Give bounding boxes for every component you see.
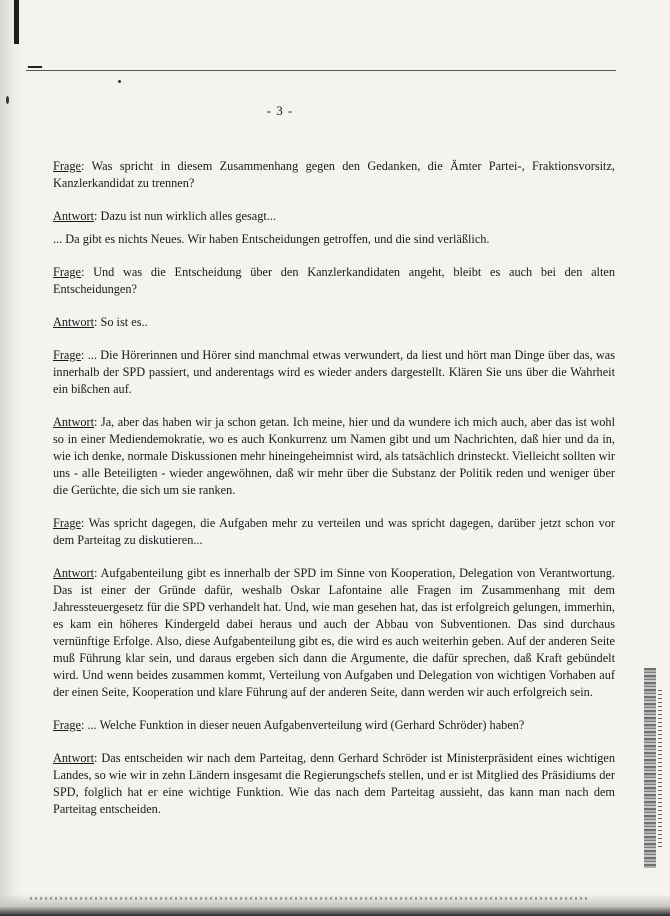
scan-left-edge — [0, 0, 22, 916]
answer-paragraph — [53, 208, 615, 225]
speaker-label: Antwort — [53, 209, 94, 223]
scan-speck — [118, 80, 121, 83]
header-tick-mark — [28, 66, 42, 68]
binder-mark — [14, 0, 19, 44]
paragraph-text: ... Da gibt es nichts Neues. Wir haben Entscheidungen getroffen, und die sind verläßlich. — [53, 232, 490, 246]
answer-paragraph — [53, 750, 615, 818]
paragraph-text: : ... Welche Funktion in dieser neuen Aufgabenverteilung wird (Gerhard Schröder) haben? — [81, 718, 525, 732]
speaker-label: Frage — [53, 159, 81, 173]
scan-speck — [6, 96, 9, 104]
paragraph-text: : Was spricht in diesem Zusammenhang gegen den Gedanken, die Ämter Partei-, Fraktionsvorsitz, Kanzlerkandidat zu trennen? — [53, 159, 615, 190]
question-paragraph — [53, 515, 615, 549]
answer-continuation — [53, 231, 615, 248]
paragraph-text: : Das entscheiden wir nach dem Parteitag, denn Gerhard Schröder ist Ministerpräsident eines wichtigen Landes, so wie wir in zehn Ländern insgesamt die Regierungschefs stellen, und er ist Mitglied des Präsidiums der SPD, folglich hat er eine wichtige Funktion. Wie das nach dem Parteitag aussieht, das kann man nach dem Parteitag entscheiden. — [53, 751, 615, 816]
question-paragraph — [53, 158, 615, 192]
question-paragraph — [53, 264, 615, 298]
scan-edge-noise — [644, 668, 656, 868]
header-rule — [26, 70, 616, 71]
paragraph-text: : Was spricht dagegen, die Aufgaben mehr zu verteilen und was spricht dagegen, darüber jetzt schon vor dem Parteitag zu diskutieren... — [53, 516, 615, 547]
paragraph-text: : Und was die Entscheidung über den Kanzlerkandidaten angeht, bleibt es auch bei den alten Entscheidungen? — [53, 265, 615, 296]
question-paragraph — [53, 347, 615, 398]
answer-paragraph — [53, 414, 615, 499]
paragraph-text: : Dazu ist nun wirklich alles gesagt... — [94, 209, 277, 223]
page-number: - 3 - — [266, 103, 294, 118]
paragraph-text: : ... Die Hörerinnen und Hörer sind manchmal etwas verwundert, da liest und hört man Dinge über das, was innerhalb der SPD passiert, und anderentags wird es wieder anders dargestellt. Klären Sie uns über die Wahrheit ein bißchen auf. — [53, 348, 615, 396]
answer-paragraph — [53, 565, 615, 701]
speaker-label: Frage — [53, 348, 81, 362]
speaker-label: Antwort — [53, 751, 94, 765]
question-paragraph — [53, 717, 615, 734]
scan-bottom-edge — [0, 894, 670, 916]
speaker-label: Frage — [53, 516, 81, 530]
answer-paragraph — [53, 314, 615, 331]
paragraph-text: : Aufgabenteilung gibt es innerhalb der SPD im Sinne von Kooperation, Delegation von Verantwortung. Das ist einer der Gründe dafür, weshalb Oskar Lafontaine alle Fragen im Zusammenhang mit dem Jahressteuergesetz für die SPD verhandelt hat. Und, wie man gesehen hat, das ist erfolgreich gelungen, immerhin, es kam ein höheres Kindergeld dabei heraus und auch der Abbau von Subventionen. Das sind durchaus vernünftige Erfolge. Also, diese Aufgabenteilung gibt es, die wird es auch weiterhin geben. Auf der anderen Seite muß Führung klar sein, und daraus ergeben sich dann die Argumente, die dafür sprechen, daß Kraft gebündelt wird. Und wenn beides zusammen kommt, Verteilung von Aufgaben und Delegation von wichtigen Vorhaben auf der einen Seite, Kooperation und klare Führung auf der anderen Seite, dann werden wir auch erfolgreich sein. — [53, 566, 615, 699]
speaker-label: Antwort — [53, 315, 94, 329]
paragraph-text: : Ja, aber das haben wir ja schon getan. Ich meine, hier und da wundere ich mich auch, aber das ist wohl so in einer Mediendemokratie, wo es auch Konkurrenz um Namen gibt und um Nachrichten, daß hier und da in, wie ich denke, normale Diskussionen mehr hineingeheimnist wird, als tatsächlich drinsteckt. Vielleicht sollten wir uns - alle Beteiligten - wieder angewöhnen, daß wir mehr über die Substanz der Politik reden und weniger über die Gerüchte, die sich um sie ranken. — [53, 415, 615, 497]
paragraph-text: : So ist es.. — [94, 315, 148, 329]
interview-transcript — [53, 158, 615, 834]
speaker-label: Antwort — [53, 415, 94, 429]
speaker-label: Antwort — [53, 566, 94, 580]
speaker-label: Frage — [53, 718, 81, 732]
speaker-label: Frage — [53, 265, 81, 279]
scan-edge-noise — [658, 690, 662, 850]
